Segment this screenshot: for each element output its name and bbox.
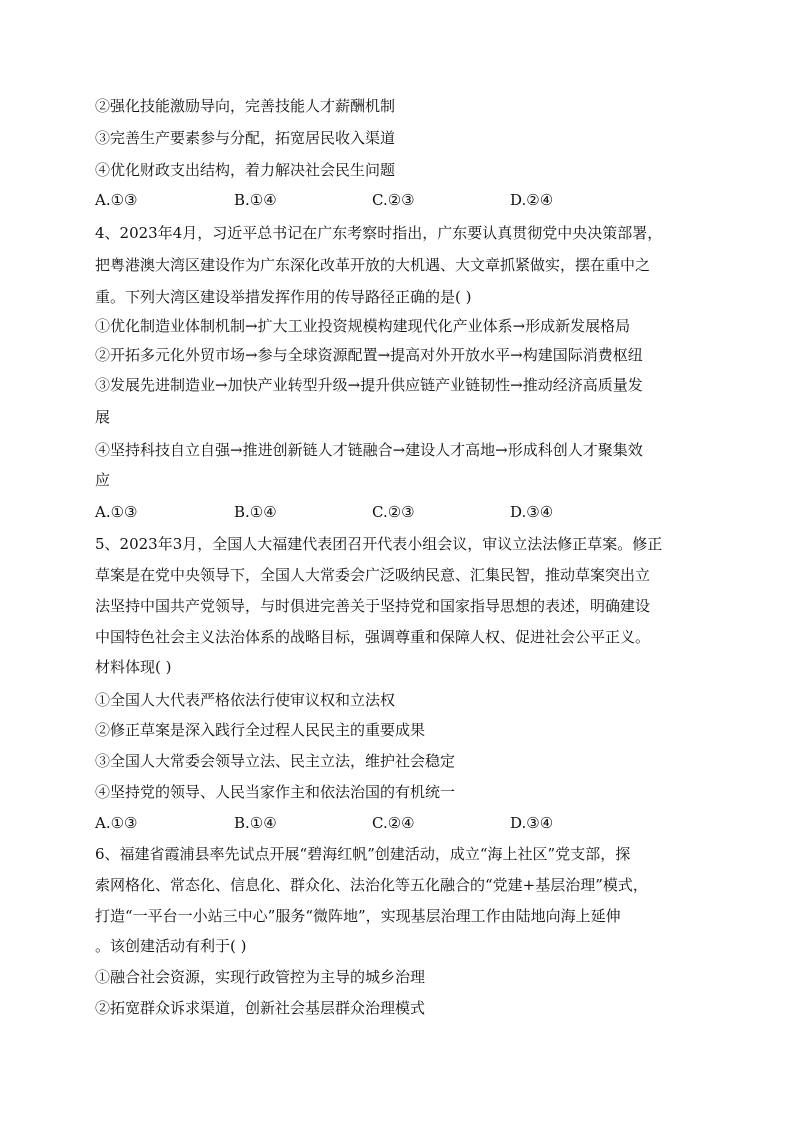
answer-option-d: D.③④ — [510, 503, 554, 521]
question-4-statement-2: ②开拓多元化外贸市场→参与全球资源配置→提高对外开放水平→构建国际消费枢纽 — [95, 346, 643, 364]
option-statement-3: ③完善生产要素参与分配，拓宽居民收入渠道 — [95, 129, 396, 147]
question-4-text-line-3: 重。下列大湾区建设举措发挥作用的传导路径正确的是( ) — [95, 288, 472, 306]
question-5-text-line-3: 法坚持中国共产党领导，与时俱进完善关于坚持党和国家指导思想的表述，明确建设 — [95, 597, 651, 615]
question-5-statement-3: ③全国人大常委会领导立法、民主立法，维护社会稳定 — [95, 752, 456, 770]
answer-option-d: D.③④ — [510, 814, 554, 832]
option-statement-2: ②强化技能激励导向，完善技能人才薪酬机制 — [95, 97, 396, 115]
question-5-text-line-1: 5、2023年3月，全国人大福建代表团召开代表小组会议，审议立法法修正草案。修正 — [95, 535, 663, 553]
question-4-text-line-1: 4、2023年4月，习近平总书记在广东考察时指出，广东要认真贯彻党中央决策部署， — [95, 224, 663, 242]
question-4-statement-4-cont: 应 — [95, 471, 111, 489]
answer-option-c: C.②④ — [372, 814, 415, 832]
answer-option-a: A.①③ — [95, 191, 138, 209]
answer-option-a: A.①③ — [95, 503, 138, 521]
question-4-statement-4: ④坚持科技自立自强→推进创新链人才链融合→建设人才高地→形成科创人才聚集效 — [95, 441, 643, 459]
question-4-text-line-2: 把粤港澳大湾区建设作为广东深化改革开放的大机遇、大文章抓紧做实，摆在重中之 — [95, 256, 651, 274]
question-6-text-line-2: 索网格化、常态化、信息化、群众化、法治化等五化融合的“党建+基层治理”模式， — [95, 876, 648, 894]
answer-option-a: A.①③ — [95, 814, 138, 832]
question-6-statement-1: ①融合社会资源，实现行政管控为主导的城乡治理 — [95, 968, 426, 986]
answer-options-q4 — [95, 502, 695, 522]
question-6-statement-2: ②拓宽群众诉求渠道，创新社会基层群众治理模式 — [95, 999, 426, 1017]
answer-option-c: C.②③ — [372, 191, 415, 209]
option-statement-4: ④优化财政支出结构，着力解决社会民生问题 — [95, 161, 396, 179]
question-5-statement-1: ①全国人大代表严格依法行使审议权和立法权 — [95, 691, 396, 709]
answer-options-q5 — [95, 813, 695, 833]
answer-option-d: D.②④ — [510, 191, 554, 209]
question-4-statement-1: ①优化制造业体制机制→扩大工业投资规模构建现代化产业体系→形成新发展格局 — [95, 317, 631, 335]
question-4-statement-3-cont: 展 — [95, 408, 111, 426]
answer-option-b: B.①④ — [234, 503, 277, 521]
answer-option-b: B.①④ — [234, 814, 277, 832]
question-6-text-line-3: 打造“一平台一小站三中心”服务“微阵地”，实现基层治理工作由陆地向海上延伸 — [95, 907, 621, 925]
question-5-text-line-4: 中国特色社会主义法治体系的战略目标，强调尊重和保障人权、促进社会公平正义。 — [95, 628, 651, 646]
question-4-statement-3: ③发展先进制造业→加快产业转型升级→提升供应链产业链韧性→推动经济高质量发 — [95, 376, 643, 394]
question-6-text-line-1: 6、福建省霞浦县率先试点开展“碧海红帆”创建活动，成立“海上社区”党支部，探 — [95, 845, 631, 863]
answer-options-q3 — [95, 190, 695, 210]
question-5-text-line-2: 草案是在党中央领导下，全国人大常委会广泛吸纳民意、汇集民智，推动草案突出立 — [95, 566, 651, 584]
question-5-statement-2: ②修正草案是深入践行全过程人民民主的重要成果 — [95, 721, 426, 739]
question-5-text-line-5: 材料体现( ) — [95, 658, 172, 676]
answer-option-b: B.①④ — [234, 191, 277, 209]
question-5-statement-4: ④坚持党的领导、人民当家作主和依法治国的有机统一 — [95, 783, 456, 801]
answer-option-c: C.②③ — [372, 503, 415, 521]
question-6-text-line-4: 。该创建活动有利于( ) — [95, 937, 247, 955]
